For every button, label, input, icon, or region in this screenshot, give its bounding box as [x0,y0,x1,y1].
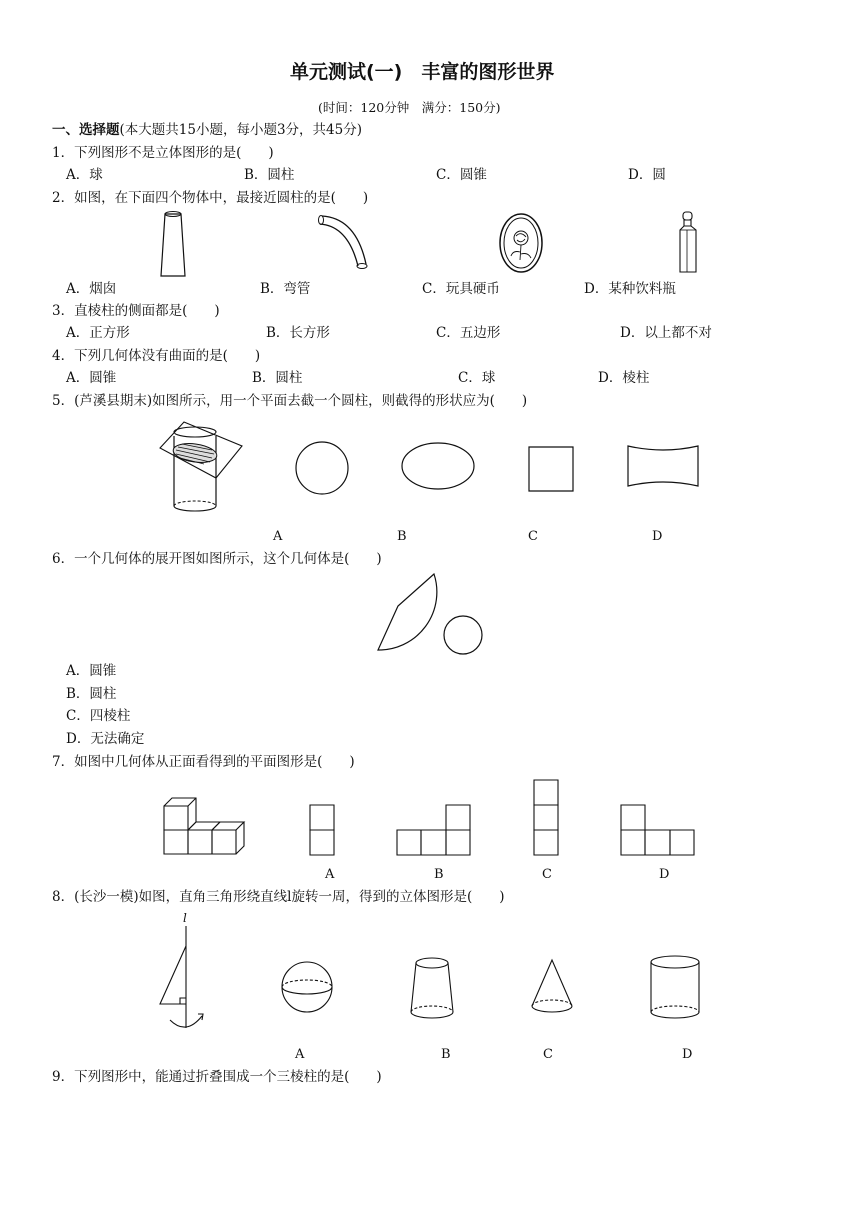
q8-label-b[interactable]: B [441,1047,451,1062]
q5-option-a-circle [294,440,350,496]
q7-label-c[interactable]: C [542,867,552,882]
q5-label-c[interactable]: C [528,529,538,544]
q7-label-a[interactable]: A [325,867,335,882]
q2-figure-toy-coin [498,212,546,274]
question-6-stem: 6．一个几何体的展开图如图所示，这个几何体是( ) [52,551,382,567]
q3-option-a[interactable]: A．正方形 [66,325,130,341]
q3-option-c[interactable]: C．五边形 [436,325,501,341]
q8-label-a[interactable]: A [295,1047,305,1062]
question-1-stem: 1．下列图形不是立体图形的是( ) [52,145,274,161]
q5-label-d[interactable]: D [652,529,663,544]
question-5-stem: 5．(芦溪县期末)如图所示，用一个平面去截一个圆柱，则截得的形状应为( ) [52,393,528,409]
q1-option-c[interactable]: C．圆锥 [436,167,487,183]
q7-label-b[interactable]: B [434,867,444,882]
section-heading [52,122,362,138]
question-8-stem: 8．(长沙一模)如图，直角三角形绕直线l旋转一周，得到的立体图形是( ) [52,889,505,905]
q8-option-d-cylinder [648,954,704,1024]
q6-option-d[interactable]: D．无法确定 [66,731,145,747]
section-note: (本大题共15小题，每小题3分，共45分) [119,122,362,138]
q7-label-d[interactable]: D [659,867,670,882]
q4-option-c[interactable]: C．球 [458,370,496,386]
q1-option-a[interactable]: A．球 [66,167,103,183]
q1-option-d[interactable]: D．圆 [628,167,666,183]
question-4-stem: 4．下列几何体没有曲面的是( ) [52,348,261,364]
q8-option-a-sphere [280,960,336,1016]
q7-figure-cube-stack [162,794,250,858]
q6-option-c[interactable]: C．四棱柱 [66,708,131,724]
q4-option-d[interactable]: D．棱柱 [598,370,650,386]
q2-figure-drink-bottle [674,210,702,276]
question-3-stem: 3．直棱柱的侧面都是( ) [52,303,220,319]
q7-option-a-view [309,804,337,858]
q8-figure-triangle-axis [156,924,212,1034]
q2-option-b[interactable]: B．弯管 [260,281,311,297]
q4-option-a[interactable]: A．圆锥 [66,370,117,386]
q8-axis-label: l [183,911,187,925]
q7-option-b-view [396,804,474,858]
q2-option-c[interactable]: C．玩具硬币 [422,281,500,297]
q4-option-b[interactable]: B．圆柱 [252,370,303,386]
q2-figure-bent-pipe [316,214,368,274]
q5-option-c-square [528,446,574,492]
q7-option-c-view [533,779,561,858]
q5-label-a[interactable]: A [273,529,283,544]
question-7-stem: 7．如图中几何体从正面看得到的平面图形是( ) [52,754,355,770]
q1-option-b[interactable]: B．圆柱 [244,167,295,183]
section-title: 一、选择题 [52,122,120,138]
q5-label-b[interactable]: B [397,529,407,544]
q3-option-d[interactable]: D．以上都不对 [620,325,712,341]
q8-label-d[interactable]: D [682,1047,693,1062]
q5-option-b-ellipse [400,442,478,492]
page-subtitle: (时间：120分钟 满分：150分) [318,100,501,115]
q2-option-a[interactable]: A．烟囱 [66,281,117,297]
q6-option-b[interactable]: B．圆柱 [66,686,117,702]
q8-option-b-frustum [408,956,458,1022]
q3-option-b[interactable]: B．长方形 [266,325,330,341]
q2-option-d[interactable]: D．某种饮料瓶 [584,281,676,297]
page-title: 单元测试(一) 丰富的图形世界 [290,61,555,83]
q5-option-d-barrel [626,442,702,492]
q5-figure-cut-cylinder [158,420,244,518]
q2-figure-chimney [156,208,190,278]
q8-label-c[interactable]: C [543,1047,553,1062]
q7-option-d-view [620,804,698,858]
question-9-stem: 9．下列图形中，能通过折叠围成一个三棱柱的是( ) [52,1069,382,1085]
q6-figure-net [376,572,486,662]
q6-option-a[interactable]: A．圆锥 [66,663,117,679]
question-2-stem: 2．如图，在下面四个物体中，最接近圆柱的是( ) [52,190,369,206]
q8-option-c-cone [530,958,576,1020]
